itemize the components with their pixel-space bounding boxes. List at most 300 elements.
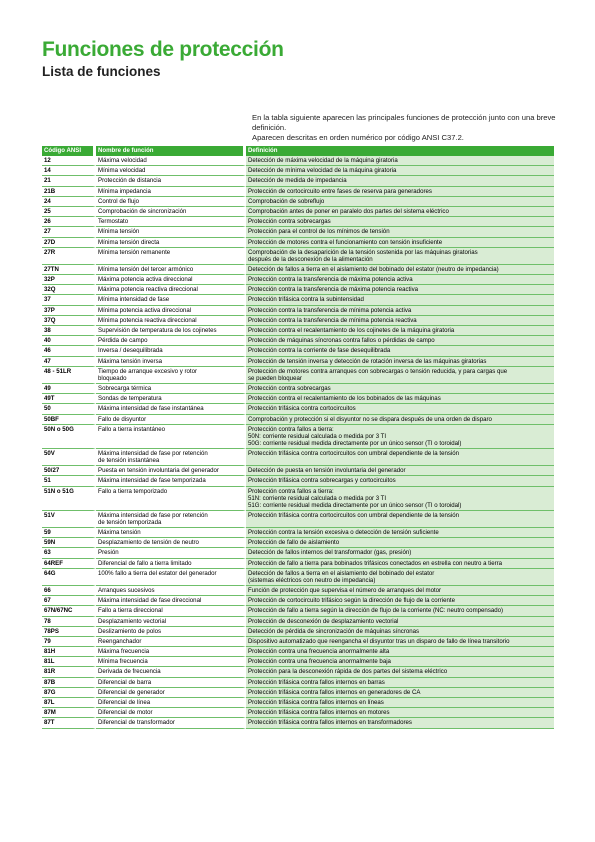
table-row [42, 466, 554, 476]
function-name-cell [96, 187, 246, 197]
function-name-line: Diferencial de motor [98, 709, 153, 717]
ansi-code-cell: 87G [42, 688, 96, 698]
ansi-code-cell: 37 [42, 295, 96, 305]
function-name-line: Mínima frecuencia [98, 658, 148, 666]
definition-line: Protección trifásica contra la subintensidad [248, 296, 364, 304]
definition-line: Protección para la desconexión rápida de dos partes del sistema eléctrico [248, 668, 448, 676]
table-row [42, 559, 554, 569]
function-name-cell [96, 647, 246, 657]
function-name-cell [96, 415, 246, 425]
function-name-cell [96, 197, 246, 207]
table-row [42, 425, 554, 449]
definition-cell [246, 187, 554, 197]
definition-cell [246, 538, 554, 548]
table-row [42, 316, 554, 326]
function-name-cell [96, 285, 246, 295]
function-name-line: Mínima potencia activa direccional [98, 306, 192, 314]
function-name-cell [96, 487, 246, 511]
column-header-definition: Definición [246, 146, 554, 156]
table-row [42, 606, 554, 616]
function-name-line: Máxima intensidad de fase direccional [98, 597, 202, 605]
definition-line: Comprobación de sobreflujo [248, 197, 325, 205]
table-row [42, 528, 554, 538]
definition-line: Protección para el control de los mínimos de tensión [248, 228, 390, 236]
definition-line: Protección contra sobrecargas [248, 384, 331, 392]
definition-line: Detección de mínima velocidad de la máquina giratoria [248, 167, 397, 175]
ansi-code-cell: 78 [42, 617, 96, 627]
function-name-cell [96, 306, 246, 316]
definition-line: Protección trifásica contra fallos internos en transformadores [248, 719, 412, 727]
definition-line: Protección contra la tensión excesiva o detección de tensión suficiente [248, 529, 439, 536]
function-name-line: Mínima impedancia [98, 187, 151, 195]
ansi-code-cell: 24 [42, 197, 96, 207]
function-name-line: Tiempo de arranque excesivo y rotor [98, 367, 198, 375]
ansi-code-cell: 63 [42, 548, 96, 558]
definition-cell [246, 586, 554, 596]
definition-cell [246, 657, 554, 667]
definition-cell [246, 511, 554, 528]
definition-line: Protección contra la transferencia de máxima potencia activa [248, 276, 413, 284]
definition-cell [246, 156, 554, 166]
definition-line: Protección de fallo a tierra para bobinados trifásicos conectados en estrella con neutro a tierra [248, 559, 503, 567]
ansi-code-cell: 64REF [42, 559, 96, 569]
function-name-line: Mínima potencia reactiva direccional [98, 316, 197, 324]
function-name-line: Máxima potencia reactiva direccional [98, 286, 198, 294]
function-name-line: Mínima velocidad [98, 167, 146, 175]
function-name-line: Sobrecarga térmica [98, 384, 152, 392]
table-row [42, 487, 554, 511]
definition-cell [246, 569, 554, 586]
table-body [42, 156, 554, 729]
definition-cell [246, 617, 554, 627]
function-name-cell [96, 698, 246, 708]
definition-cell [246, 718, 554, 728]
definition-line: Protección de cortocircuito trifásico según la dirección de flujo de la corriente [248, 597, 455, 605]
definition-line: 51G: corriente residual medida directamente por un único sensor (TI o toroidal) [248, 501, 462, 509]
function-name-line: Diferencial de transformador [98, 719, 175, 727]
table-row [42, 647, 554, 657]
ansi-code-cell: 25 [42, 207, 96, 217]
ansi-code-cell: 27R [42, 248, 96, 265]
definition-line: Protección trifásica contra cortocircuitos con umbral dependiente de la tensión [248, 511, 460, 519]
definition-line: Detección de puesta en tensión involuntaria del generador [248, 467, 406, 475]
definition-cell [246, 688, 554, 698]
definition-cell [246, 667, 554, 677]
definition-cell [246, 306, 554, 316]
function-name-cell [96, 548, 246, 558]
table-row [42, 295, 554, 305]
table-row [42, 176, 554, 186]
table-row [42, 548, 554, 558]
ansi-code-cell: 37P [42, 306, 96, 316]
page-title: Funciones de protección [42, 38, 284, 61]
function-name-cell [96, 326, 246, 336]
ansi-code-cell: 81R [42, 667, 96, 677]
function-name-line: Derivada de frecuencia [98, 668, 161, 676]
function-name-line: Pérdida de campo [98, 337, 148, 345]
ansi-code-cell: 49T [42, 394, 96, 404]
definition-line: Detección de pérdida de sincronización de máquinas síncronas [248, 627, 420, 635]
ansi-code-cell: 47 [42, 357, 96, 367]
definition-cell [246, 326, 554, 336]
ansi-code-cell: 51N o 51G [42, 487, 96, 511]
definition-line: Detección de fallos a tierra en el aislamiento del bobinado del estator (neutro de impedancia) [248, 265, 499, 273]
table-row [42, 415, 554, 425]
ansi-code-cell: 21B [42, 187, 96, 197]
definition-cell [246, 647, 554, 657]
table-row [42, 384, 554, 394]
ansi-code-cell: 49 [42, 384, 96, 394]
definition-line: Protección trifásica contra sobrecargas y cortocircuitos [248, 477, 396, 485]
ansi-code-cell: 67 [42, 596, 96, 606]
function-name-line: Máxima intensidad de fase por retención [98, 449, 208, 457]
definition-line: se pueden bloquear [248, 374, 302, 382]
table-row [42, 275, 554, 285]
definition-line: Protección contra el recalentamiento de los cojinetes de la máquina giratoria [248, 327, 455, 334]
definition-cell [246, 449, 554, 466]
ansi-code-cell: 27 [42, 227, 96, 237]
ansi-code-cell: 50BF [42, 415, 96, 425]
function-name-line: Termostato [98, 218, 129, 226]
function-name-line: Reenganchador [98, 637, 142, 645]
function-name-cell [96, 569, 246, 586]
definition-cell [246, 606, 554, 616]
function-name-cell [96, 336, 246, 346]
function-name-line: Inversa / desequilibrada [98, 347, 163, 355]
definition-line: Protección contra fallos a tierra: [248, 487, 334, 495]
ansi-code-cell: 32Q [42, 285, 96, 295]
definition-cell [246, 336, 554, 346]
table-row [42, 657, 554, 667]
definition-cell [246, 285, 554, 295]
page-subtitle: Lista de funciones [42, 64, 161, 79]
definition-cell [246, 487, 554, 511]
function-name-line: Máxima tensión inversa [98, 357, 163, 365]
definition-line: Protección de motores contra el funcionamiento con tensión insuficiente [248, 238, 443, 246]
function-name-cell [96, 238, 246, 248]
function-name-line: 100% fallo a tierra del estator del generador [98, 569, 217, 577]
function-name-line: Mínima tensión del tercer armónico [98, 265, 194, 273]
function-name-cell [96, 384, 246, 394]
function-name-cell [96, 248, 246, 265]
ansi-code-cell: 87B [42, 678, 96, 688]
table-row [42, 627, 554, 637]
function-name-line: Protección de distancia [98, 177, 162, 185]
definition-line: Protección trifásica contra fallos internos en motores [248, 709, 390, 717]
table-row [42, 166, 554, 176]
function-name-cell [96, 627, 246, 637]
function-name-cell [96, 316, 246, 326]
definition-line: (sistemas eléctricos con neutro de impedancia) [248, 576, 376, 584]
definition-cell [246, 265, 554, 275]
table-row [42, 404, 554, 414]
ansi-code-cell: 21 [42, 176, 96, 186]
ansi-code-cell: 51V [42, 511, 96, 528]
definition-cell [246, 678, 554, 688]
ansi-code-cell: 37Q [42, 316, 96, 326]
table-row [42, 285, 554, 295]
function-name-cell [96, 346, 246, 356]
definition-cell [246, 476, 554, 486]
function-name-cell [96, 466, 246, 476]
function-name-line: Fallo a tierra instantáneo [98, 425, 166, 433]
ansi-code-cell: 38 [42, 326, 96, 336]
definition-cell [246, 316, 554, 326]
definition-cell [246, 425, 554, 449]
ansi-code-cell: 81H [42, 647, 96, 657]
definition-line: Detección de fallos a tierra en el aislamiento del bobinado del estator [248, 569, 435, 577]
definition-line: Protección de motores contra arranques con sobrecargas o tensión reducida, y para cargas que [248, 367, 508, 375]
table-row [42, 678, 554, 688]
function-name-cell [96, 265, 246, 275]
definition-cell [246, 166, 554, 176]
function-name-line: Máxima intensidad de fase instantánea [98, 405, 204, 413]
definition-cell [246, 357, 554, 367]
definition-line: Protección contra la transferencia de máxima potencia reactiva [248, 286, 419, 294]
function-name-line: Mínima intensidad de fase [98, 296, 170, 304]
definition-cell [246, 627, 554, 637]
definition-line: Protección contra una frecuencia anormalmente baja [248, 658, 391, 666]
definition-line: Detección de máxima velocidad de la máquina giratoria [248, 157, 398, 164]
ansi-code-cell: 59 [42, 528, 96, 538]
definition-cell [246, 248, 554, 265]
function-name-cell [96, 637, 246, 647]
definition-line: Protección de máquinas síncronas contra fallos o pérdidas de campo [248, 337, 435, 345]
function-name-line: Diferencial de barra [98, 678, 152, 686]
ansi-code-cell: 50/27 [42, 466, 96, 476]
definition-cell [246, 415, 554, 425]
definition-cell [246, 559, 554, 569]
table-row [42, 596, 554, 606]
definition-cell [246, 295, 554, 305]
table-row [42, 197, 554, 207]
table-row [42, 238, 554, 248]
definition-line: Comprobación y protección si el disyuntor no se dispara después de una orden de disparo [248, 415, 492, 423]
ansi-code-cell: 32P [42, 275, 96, 285]
table-row [42, 718, 554, 728]
function-name-line: Máxima tensión [98, 529, 141, 536]
function-name-cell [96, 166, 246, 176]
table-row [42, 346, 554, 356]
table-row [42, 227, 554, 237]
table-row [42, 538, 554, 548]
intro-paragraph: Aparecen descritas en orden numérico por código ANSI C37.2. [252, 133, 464, 142]
function-name-cell [96, 394, 246, 404]
definition-line: 51N: corriente residual calculada o medida por 3 TI [248, 494, 387, 502]
function-name-cell [96, 559, 246, 569]
definition-cell [246, 708, 554, 718]
table-row [42, 357, 554, 367]
table-row [42, 367, 554, 384]
ansi-code-cell: 81L [42, 657, 96, 667]
column-header-name: Nombre de función [96, 146, 246, 156]
function-name-line: Sondas de temperatura [98, 395, 162, 403]
definition-line: Protección contra el recalentamiento de los bobinados de las máquinas [248, 395, 441, 403]
ansi-code-cell: 67N/67NC [42, 606, 96, 616]
function-name-cell [96, 617, 246, 627]
ansi-code-cell: 27TN [42, 265, 96, 275]
definition-cell [246, 466, 554, 476]
ansi-code-cell: 59N [42, 538, 96, 548]
function-name-line: Control de flujo [98, 197, 139, 205]
table-row [42, 688, 554, 698]
definition-line: Comprobación de la desaparición de la tensión sostenida por las máquinas giratorias [248, 248, 478, 256]
function-name-line: Máxima intensidad de fase por retención [98, 511, 208, 519]
function-name-line: Arranques sucesivos [98, 586, 155, 594]
function-name-cell [96, 476, 246, 486]
definition-cell [246, 637, 554, 647]
ansi-code-cell: 66 [42, 586, 96, 596]
function-name-line: Fallo a tierra direccional [98, 607, 163, 615]
definition-line: Protección contra la transferencia de mínima potencia reactiva [248, 316, 417, 324]
definition-line: 50N: corriente residual calculada o medida por 3 TI [248, 432, 387, 440]
definition-line: después de la desconexión de la alimentación [248, 255, 373, 263]
function-name-line: Mínima tensión [98, 228, 140, 236]
function-name-cell [96, 156, 246, 166]
table-row [42, 326, 554, 336]
ansi-code-cell: 50V [42, 449, 96, 466]
intro-text [252, 113, 557, 143]
ansi-code-cell: 14 [42, 166, 96, 176]
table-header-row [42, 146, 554, 156]
definition-line: 50G: corriente residual medida directamente por un único sensor (TI o toroidal) [248, 439, 462, 447]
function-name-cell [96, 657, 246, 667]
function-name-line: Máxima frecuencia [98, 648, 150, 656]
function-name-line: Comprobación de sincronización [98, 207, 187, 215]
definition-line: Función de protección que supervisa el número de arranques del motor [248, 586, 442, 594]
function-name-cell [96, 718, 246, 728]
definition-line: Protección trifásica contra cortocircuitos [248, 405, 356, 413]
definition-cell [246, 394, 554, 404]
intro-paragraph: En la tabla siguiente aparecen las principales funciones de protección junto con una breve definición. [252, 113, 556, 132]
definition-line: Detección de fallos internos del transformador (gas, presión) [248, 549, 412, 557]
function-name-line: Máxima velocidad [98, 157, 147, 164]
function-name-cell [96, 538, 246, 548]
function-name-cell [96, 678, 246, 688]
function-name-line: Desplazamiento vectorial [98, 617, 167, 625]
definition-cell [246, 238, 554, 248]
function-name-cell [96, 275, 246, 285]
definition-line: Protección contra la transferencia de mínima potencia activa [248, 306, 412, 314]
table-row [42, 586, 554, 596]
function-name-cell [96, 708, 246, 718]
function-name-line: Diferencial de generador [98, 688, 165, 696]
ansi-code-cell: 87T [42, 718, 96, 728]
definition-cell [246, 217, 554, 227]
definition-line: Comprobación antes de poner en paralelo dos partes del sistema eléctrico [248, 207, 449, 215]
table-row [42, 336, 554, 346]
definition-line: Protección contra la corriente de fase desequilibrada [248, 347, 391, 355]
ansi-code-cell: 26 [42, 217, 96, 227]
definition-cell [246, 596, 554, 606]
function-name-cell [96, 207, 246, 217]
function-name-cell [96, 404, 246, 414]
definition-cell [246, 207, 554, 217]
definition-cell [246, 384, 554, 394]
function-name-line: Mínima tensión directa [98, 238, 160, 246]
ansi-code-cell: 40 [42, 336, 96, 346]
definition-line: Protección contra una frecuencia anormalmente alta [248, 648, 390, 656]
definition-cell [246, 197, 554, 207]
function-name-line: Diferencial de línea [98, 699, 151, 706]
function-name-line: Presión [98, 549, 119, 557]
ansi-code-cell: 87M [42, 708, 96, 718]
definition-line: Protección de fallo a tierra según la dirección de flujo de la corriente (NC: neutro compensado) [248, 607, 504, 615]
ansi-code-cell: 50N o 50G [42, 425, 96, 449]
functions-table [42, 146, 554, 729]
definition-cell [246, 346, 554, 356]
function-name-cell [96, 528, 246, 538]
table-row [42, 569, 554, 586]
function-name-line: Puesta en tensión involuntaria del generador [98, 467, 219, 475]
ansi-code-cell: 78PS [42, 627, 96, 637]
ansi-code-cell: 51 [42, 476, 96, 486]
ansi-code-cell: 48 - 51LR [42, 367, 96, 384]
definition-line: Protección de cortocircuito entre fases de reserva para generadores [248, 187, 432, 195]
function-name-cell [96, 176, 246, 186]
function-name-cell [96, 449, 246, 466]
function-name-line: Fallo a tierra temporizado [98, 487, 168, 495]
table-row [42, 217, 554, 227]
table-row [42, 207, 554, 217]
table-row [42, 156, 554, 166]
column-header-code: Código ANSI [42, 146, 96, 156]
table-row [42, 708, 554, 718]
function-name-line: Máxima potencia activa direccional [98, 276, 193, 284]
function-name-line: bloqueado [98, 374, 127, 382]
ansi-code-cell: 12 [42, 156, 96, 166]
function-name-line: Mínima tensión remanente [98, 248, 171, 256]
function-name-line: Fallo de disyuntor [98, 415, 147, 423]
definition-line: Protección trifásica contra fallos internos en líneas [248, 699, 384, 706]
definition-cell [246, 367, 554, 384]
function-name-cell [96, 227, 246, 237]
function-name-line: de tensión temporizada [98, 518, 162, 526]
definition-cell [246, 227, 554, 237]
function-name-cell [96, 596, 246, 606]
function-name-cell [96, 295, 246, 305]
definition-cell [246, 528, 554, 538]
table-row [42, 667, 554, 677]
definition-line: Protección contra fallos a tierra: [248, 425, 334, 433]
ansi-code-cell: 79 [42, 637, 96, 647]
definition-line: Protección contra sobrecargas [248, 218, 331, 226]
function-name-cell [96, 511, 246, 528]
table-row [42, 248, 554, 265]
ansi-code-cell: 64G [42, 569, 96, 586]
definition-cell [246, 275, 554, 285]
ansi-code-cell: 46 [42, 346, 96, 356]
table-row [42, 637, 554, 647]
ansi-code-cell: 50 [42, 404, 96, 414]
table-row [42, 265, 554, 275]
definition-cell [246, 548, 554, 558]
function-name-cell [96, 606, 246, 616]
definition-line: Protección de fallo de aislamiento [248, 539, 340, 547]
definition-line: Detección de medida de impedancia [248, 177, 347, 185]
table-row [42, 449, 554, 466]
function-name-cell [96, 217, 246, 227]
definition-line: Protección trifásica contra cortocircuitos con umbral dependiente de la tensión [248, 449, 460, 457]
function-name-line: Supervisión de temperatura de los cojinetes [98, 327, 217, 334]
function-name-cell [96, 667, 246, 677]
ansi-code-cell: 87L [42, 698, 96, 708]
function-name-line: Diferencial de fallo a tierra limitado [98, 559, 192, 567]
definition-line: Dispositivo automatizado que reengancha el disyuntor tras un disparo de fallo de línea transitorio [248, 637, 510, 645]
table-row [42, 306, 554, 316]
table-row [42, 476, 554, 486]
table-row [42, 187, 554, 197]
